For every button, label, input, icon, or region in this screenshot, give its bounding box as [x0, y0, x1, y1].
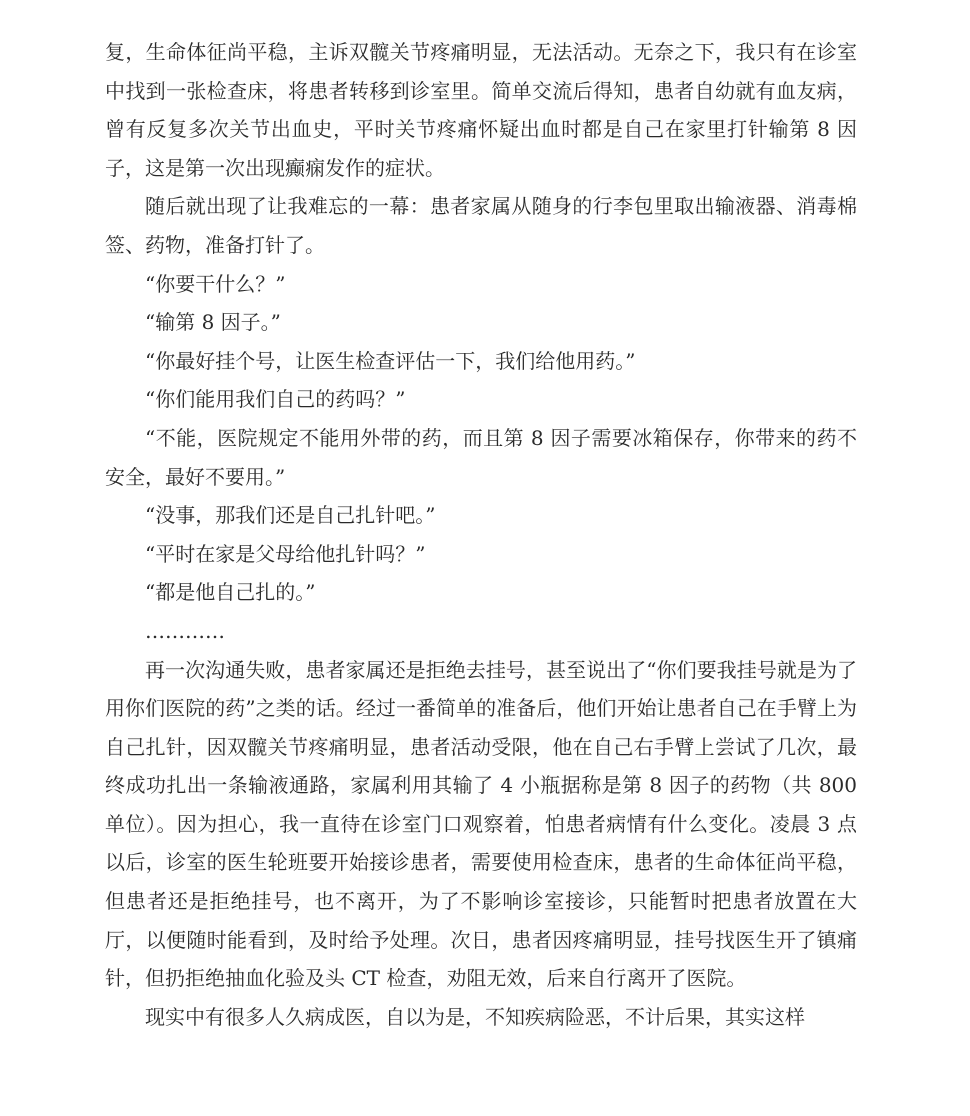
dialogue-line-1: “你要干什么？” [145, 271, 286, 296]
dialogue-line-8: “都是他自己扎的。” [145, 580, 316, 605]
dialogue-line-6: “没事，那我们还是自己扎针吧。” [145, 503, 436, 528]
dialogue-line-5: “不能，医院规定不能用外带的药，而且第 8 因子需要冰箱保存，你带来的药不安全，最好不要用。” [105, 425, 857, 489]
dialogue-line-2: “输第 8 因子。” [145, 310, 281, 335]
paragraph-family-prepares-injection: 随后就出现了让我难忘的一幕：患者家属从随身的行李包里取出输液器、消毒棉签、药物，准备打针了。 [105, 194, 857, 257]
ellipsis-line: ………… [145, 618, 225, 643]
paragraph-communication-failed: 再一次沟通失败，患者家属还是拒绝去挂号，甚至说出了“你们要我挂号就是为了用你们医院的药”之类的话。经过一番简单的准备后，他们开始让患者自己在手臂上为自己扎针，因双髋关节疼痛明显，患者活动受限，他在自己右手臂上尝试了几次，最终成功扎出一条输液通路，家属利用其输了 4 小瓶据称是第 8 因子的药物（共 800 单位）。因为担心，我一直待在诊室门口观察着，怕患者病情有什么变化。凌晨 3 点以后，诊室的医生轮班要开始接诊患者，需要使用检查床，患者的生命体征尚平稳，但患者还是拒绝挂号，也不离开，为了不影响诊室接诊，只能暂时把患者放置在大厅，以便随时能看到，及时给予处理。次日，患者因疼痛明显，挂号找医生开了镇痛针，但扔拒绝抽血化验及头 CT 检查，劝阻无效，后来自行离开了医院。 [105, 657, 857, 991]
paragraph-closing: 现实中有很多人久病成医，自以为是，不知疾病险恶，不计后果，其实这样 [145, 1004, 805, 1029]
dialogue-line-7: “平时在家是父母给他扎针吗？” [145, 541, 426, 566]
document-body [105, 33, 857, 1036]
paragraph-continued: 复，生命体征尚平稳，主诉双髋关节疼痛明显，无法活动。无奈之下，我只有在诊室中找到一张检查床，将患者转移到诊室里。简单交流后得知，患者自幼就有血友病，曾有反复多次关节出血史，平时关节疼痛怀疑出血时都是自己在家里打针输第 8 因子，这是第一次出现癫痫发作的症状。 [105, 40, 857, 180]
dialogue-line-4: “你们能用我们自己的药吗？” [145, 387, 406, 412]
dialogue-line-3: “你最好挂个号，让医生检查评估一下，我们给他用药。” [145, 348, 636, 373]
